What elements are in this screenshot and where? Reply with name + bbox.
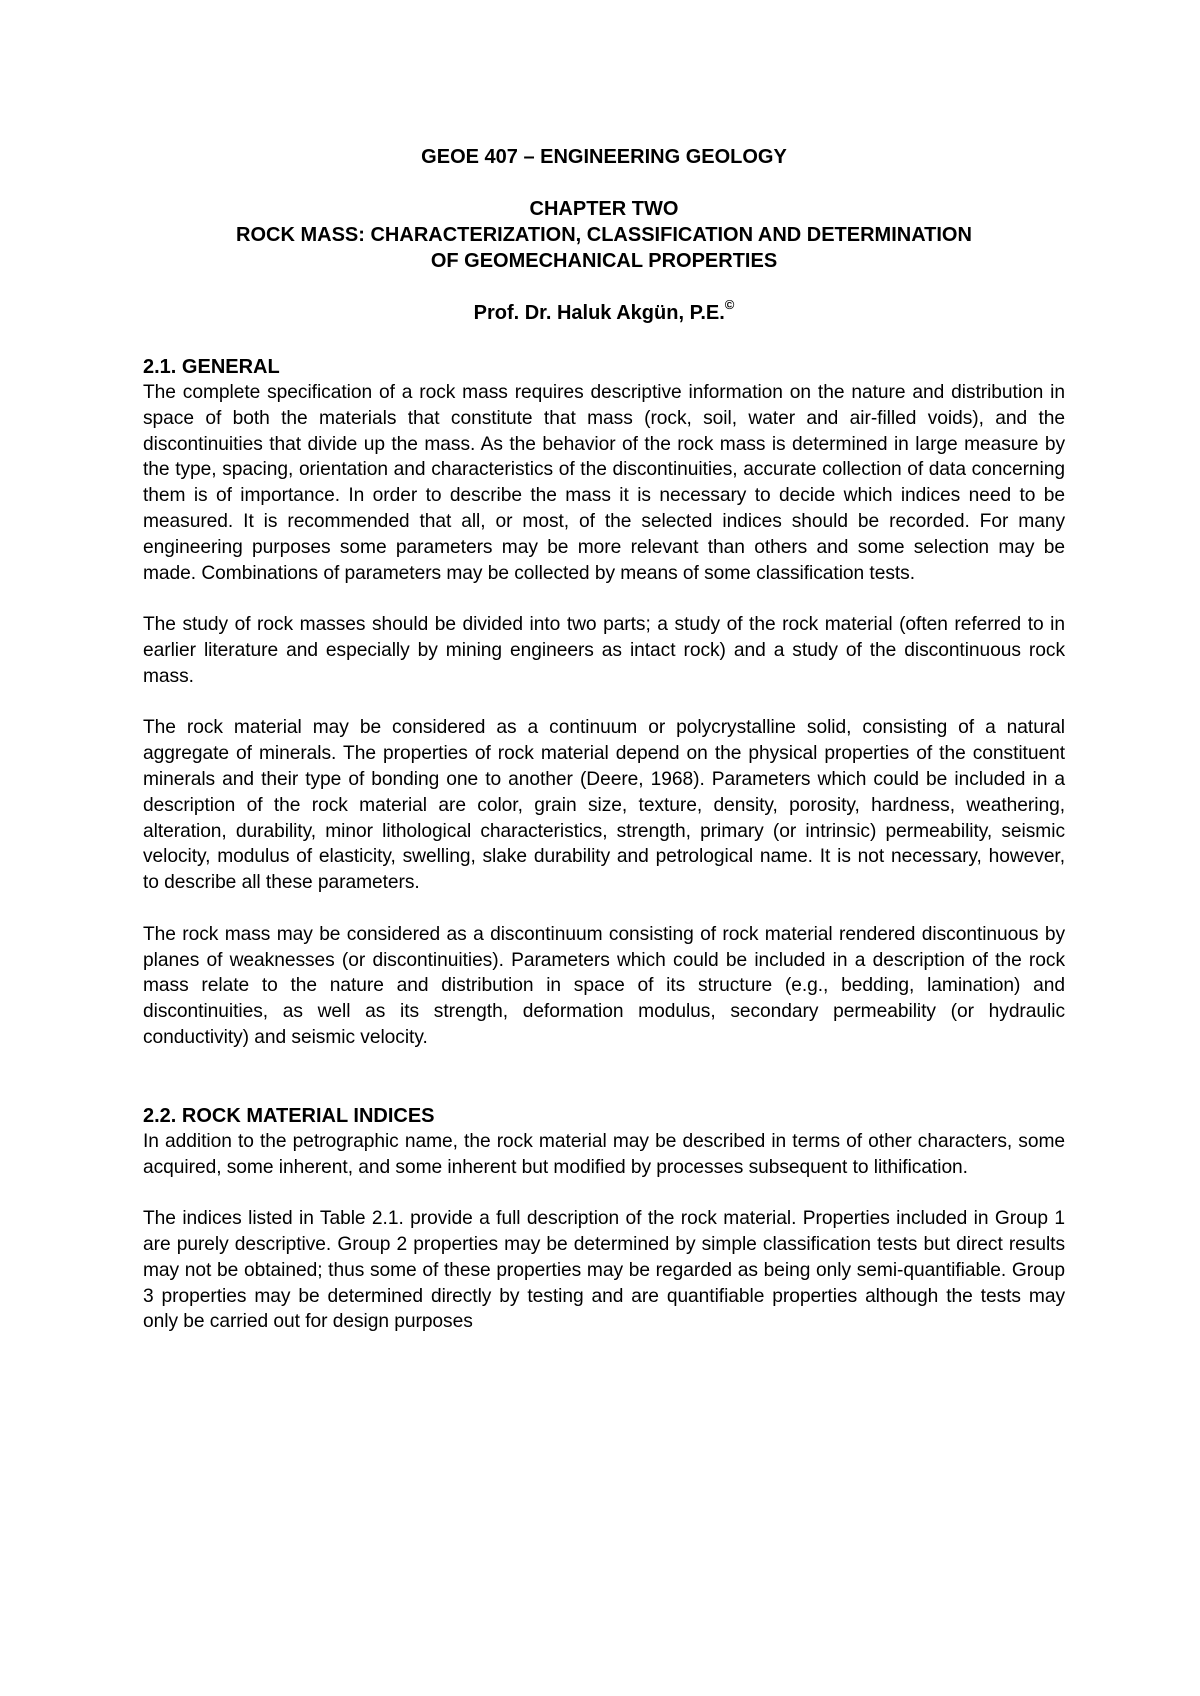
chapter-number: CHAPTER TWO	[529, 198, 679, 220]
author-name: Prof. Dr. Haluk Akgün, P.E.	[473, 302, 725, 324]
chapter-heading	[143, 196, 1065, 274]
copyright-mark: ©	[724, 297, 735, 313]
course-title: GEOE 407 – ENGINEERING GEOLOGY	[421, 146, 787, 168]
chapter-title-line-1: ROCK MASS: CHARACTERIZATION, CLASSIFICATION AND DETERMINATION	[236, 224, 972, 246]
paragraph: The study of rock masses should be divided into two parts; a study of the rock material (often referred to in earlier literature and especially by mining engineers as intact rock) and a study of the discontinuous rock mass.	[143, 614, 1065, 687]
chapter-title-line-2: OF GEOMECHANICAL PROPERTIES	[430, 250, 778, 272]
paragraph: The complete specification of a rock mass requires descriptive information on the nature and distribution in space of both the materials that constitute that mass (rock, soil, water and air-filled voids), and the discontinuities that divide up the mass. As the behavior of the rock mass is determined in large measure by the type, spacing, orientation and characteristics of the discontinuities, accurate collection of data concerning them is of importance. In order to describe the mass it is necessary to decide which indices need to be measured. It is recommended that all, or most, of the selected indices should be recorded. For many engineering purposes some parameters may be more relevant than others and some selection may be made. Combinations of parameters may be collected by means of some classification tests.	[143, 382, 1065, 584]
paragraph: The indices listed in Table 2.1. provide a full description of the rock material. Properties included in Group 1 are purely descriptive. Group 2 properties may be determined by simple classification tests but direct results may not be obtained; thus some of these properties may be regarded as being only semi-quantifiable. Group 3 properties may be determined directly by testing and are quantifiable properties although the tests may only be carried out for design purposes	[143, 1208, 1065, 1333]
paragraph: In addition to the petrographic name, the rock material may be described in terms of other characters, some acquired, some inherent, and some inherent but modified by processes subsequent to lithification.	[143, 1130, 1065, 1178]
author-line	[143, 297, 1065, 326]
paragraph: The rock mass may be considered as a discontinuum consisting of rock material rendered discontinuous by planes of weaknesses (or discontinuities). Parameters which could be included in a description of the rock mass relate to the nature and distribution in space of its structure (e.g., bedding, lamination) and discontinuities, as well as its strength, deformation modulus, secondary permeability (or hydraulic conductivity) and seismic velocity.	[143, 923, 1065, 1048]
section-heading-general: 2.1. GENERAL	[143, 356, 280, 378]
paragraph: The rock material may be considered as a continuum or polycrystalline solid, consisting of a natural aggregate of minerals. The properties of rock material depend on the physical properties of the constituent minerals and their type of bonding one to another (Deere, 1968). Parameters which could be included in a description of the rock material are color, grain size, texture, density, porosity, hardness, weathering, alteration, durability, minor lithological characteristics, strength, primary (or intrinsic) permeability, seismic velocity, modulus of elasticity, swelling, slake durability and petrological name. It is not necessary, however, to describe all these parameters.	[143, 717, 1065, 894]
section-heading-rock-material-indices: 2.2. ROCK MATERIAL INDICES	[143, 1104, 435, 1127]
document-page	[143, 140, 1065, 1335]
